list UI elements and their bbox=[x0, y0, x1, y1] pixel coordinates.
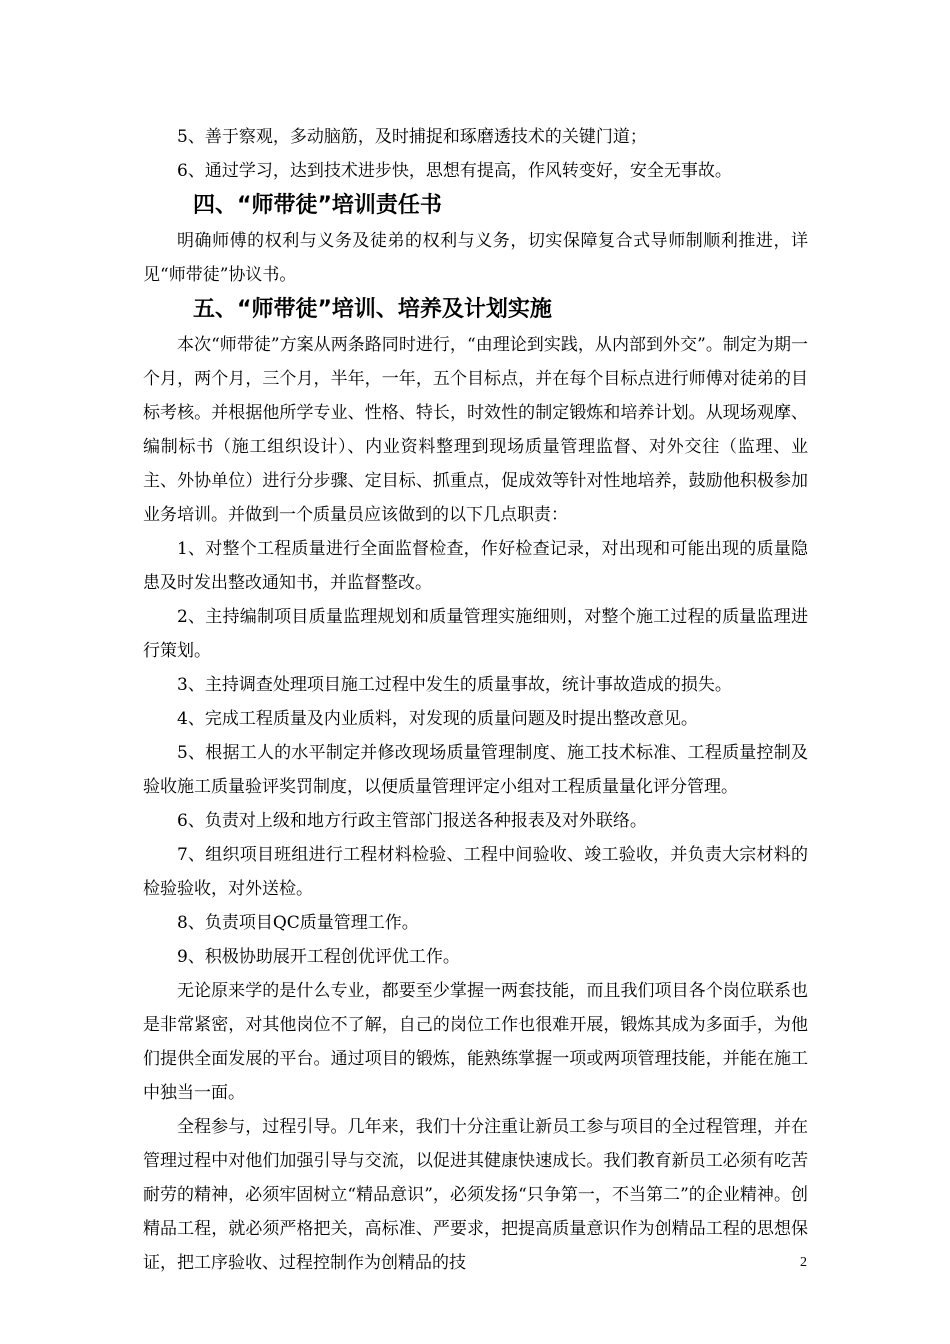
list-item: 5、善于察观，多动脑筋，及时捕捉和琢磨透技术的关键门道； bbox=[177, 127, 647, 147]
duty-item: 3、主持调查处理项目施工过程中发生的质量事故，统计事故造成的损失。 bbox=[177, 675, 732, 695]
duty-item: 8、负责项目QC质量管理工作。 bbox=[177, 913, 419, 933]
section-heading-4: 四、“师带徒”培训责任书 bbox=[193, 193, 442, 218]
duty-item: 6、负责对上级和地方行政主管部门报送各种报表及对外联络。 bbox=[177, 811, 647, 831]
section5-intro: 本次“师带徒”方案从两条路同时进行，“由理论到实践，从内部到外交”。制定为期一个月，两个月，三个月，半年，一年，五个目标点，并在每个目标点进行师傅对徒弟的目标考核。并根据他所学专业、性格、特长，时效性的制定锻炼和培养计划。从现场观摩、编制标书（施工组织设计）、内业资料整理到现场质量管理监督、对外交往（监理、业主、外协单位）进行分步骤、定目标、抓重点，促成效等针对性地培养，鼓励他积极参加业务培训。并做到一个质量员应该做到的以下几点职责： bbox=[143, 335, 808, 525]
list-item: 6、通过学习，达到技术进步快，思想有提高，作风转变好，安全无事故。 bbox=[177, 161, 732, 181]
document-body bbox=[143, 120, 808, 1280]
duty-item: 9、积极协助展开工程创优评优工作。 bbox=[177, 947, 460, 967]
duty-item: 7、组织项目班组进行工程材料检验、工程中间验收、竣工验收，并负责大宗材料的检验验收，对外送检。 bbox=[143, 845, 808, 899]
duty-item: 5、根据工人的水平制定并修改现场质量管理制度、施工技术标准、工程质量控制及验收施工质量验评奖罚制度，以便质量管理评定小组对工程质量量化评分管理。 bbox=[143, 743, 808, 797]
body-paragraph: 无论原来学的是什么专业，都要至少掌握一两套技能，而且我们项目各个岗位联系也是非常紧密，对其他岗位不了解，自己的岗位工作也很难开展，锻炼其成为多面手，为他们提供全面发展的平台。通过项目的锻炼，能熟练掌握一项或两项管理技能，并能在施工中独当一面。 bbox=[143, 981, 808, 1103]
section-heading-5: 五、“师带徒”培训、培养及计划实施 bbox=[193, 297, 552, 322]
duty-item: 4、完成工程质量及内业质料，对发现的质量问题及时提出整改意见。 bbox=[177, 709, 698, 729]
duty-item: 1、对整个工程质量进行全面监督检查，作好检查记录，对出现和可能出现的质量隐患及时发出整改通知书，并监督整改。 bbox=[143, 539, 808, 593]
body-paragraph: 全程参与，过程引导。几年来，我们十分注重让新员工参与项目的全过程管理，并在管理过程中对他们加强引导与交流，以促进其健康快速成长。我们教育新员工必须有吃苦耐劳的精神，必须牢固树立“精品意识”，必须发扬“只争第一，不当第二”的企业精神。创精品工程，就必须严格把关，高标准、严要求，把提高质量意识作为创精品工程的思想保证，把工序验收、过程控制作为创精品的技 bbox=[143, 1117, 808, 1273]
page-number: 2 bbox=[800, 1255, 807, 1270]
duty-item: 2、主持编制项目质量监理规划和质量管理实施细则，对整个施工过程的质量监理进行策划。 bbox=[143, 607, 808, 661]
section4-paragraph: 明确师傅的权利与义务及徒弟的权利与义务，切实保障复合式导师制顺利推进，详见“师带徒”协议书。 bbox=[143, 231, 808, 285]
